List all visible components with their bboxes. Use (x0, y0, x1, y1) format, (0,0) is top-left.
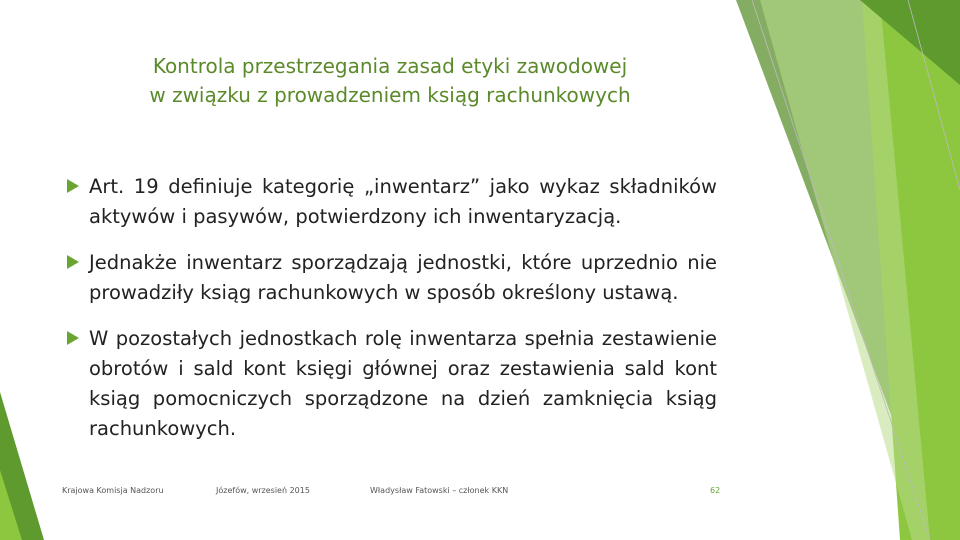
arrow-bullet-icon (65, 178, 81, 194)
slide-title-line-1: Kontrola przestrzegania zasad etyki zawodowej (152, 54, 628, 78)
bullet-item (65, 248, 717, 308)
left-decor-shape-light (0, 470, 22, 540)
footer-place-date: Józefów, wrzesień 2015 (216, 486, 310, 495)
right-decor-shape-dark (736, 0, 960, 540)
right-decor-line-2 (908, 0, 960, 190)
arrow-bullet-icon (65, 254, 81, 270)
slide-title (100, 52, 680, 110)
slide-title-line-2: w związku z prowadzeniem ksiąg rachunkowych (149, 83, 631, 107)
footer-organization: Krajowa Komisja Nadzoru (62, 486, 164, 495)
right-decor-shape-pale (760, 0, 930, 540)
bullet-text: Art. 19 definiuje kategorię „inwentarz” jako wykaz składników aktywów i pasywów, potwierdzony ich inwentaryzacją. (89, 175, 717, 228)
right-decor-shape-light (862, 0, 960, 540)
footer-page-number: 62 (710, 486, 721, 495)
bullet-item (65, 172, 717, 232)
footer-author: Władysław Fatowski – członek KKN (370, 486, 509, 495)
bullet-text: W pozostałych jednostkach rolę inwentarza spełnia zestawienie obrotów i sald kont księgi głównej oraz zestawienia sald kont ksiąg pomocniczych sporządzone na dzień zamknięcia ksiąg rachunkowych. (89, 327, 717, 440)
bullet-item (65, 324, 717, 444)
bullet-text: Jednakże inwentarz sporządzają jednostki, które uprzednio nie prowadziły ksiąg rachunkowych w sposób określony ustawą. (89, 251, 717, 304)
arrow-bullet-icon (65, 330, 81, 346)
right-decor-shape-olive (860, 0, 960, 85)
left-decor-shape-dark (0, 392, 44, 540)
right-decor-line-1 (752, 0, 930, 540)
bullet-list (65, 172, 717, 460)
